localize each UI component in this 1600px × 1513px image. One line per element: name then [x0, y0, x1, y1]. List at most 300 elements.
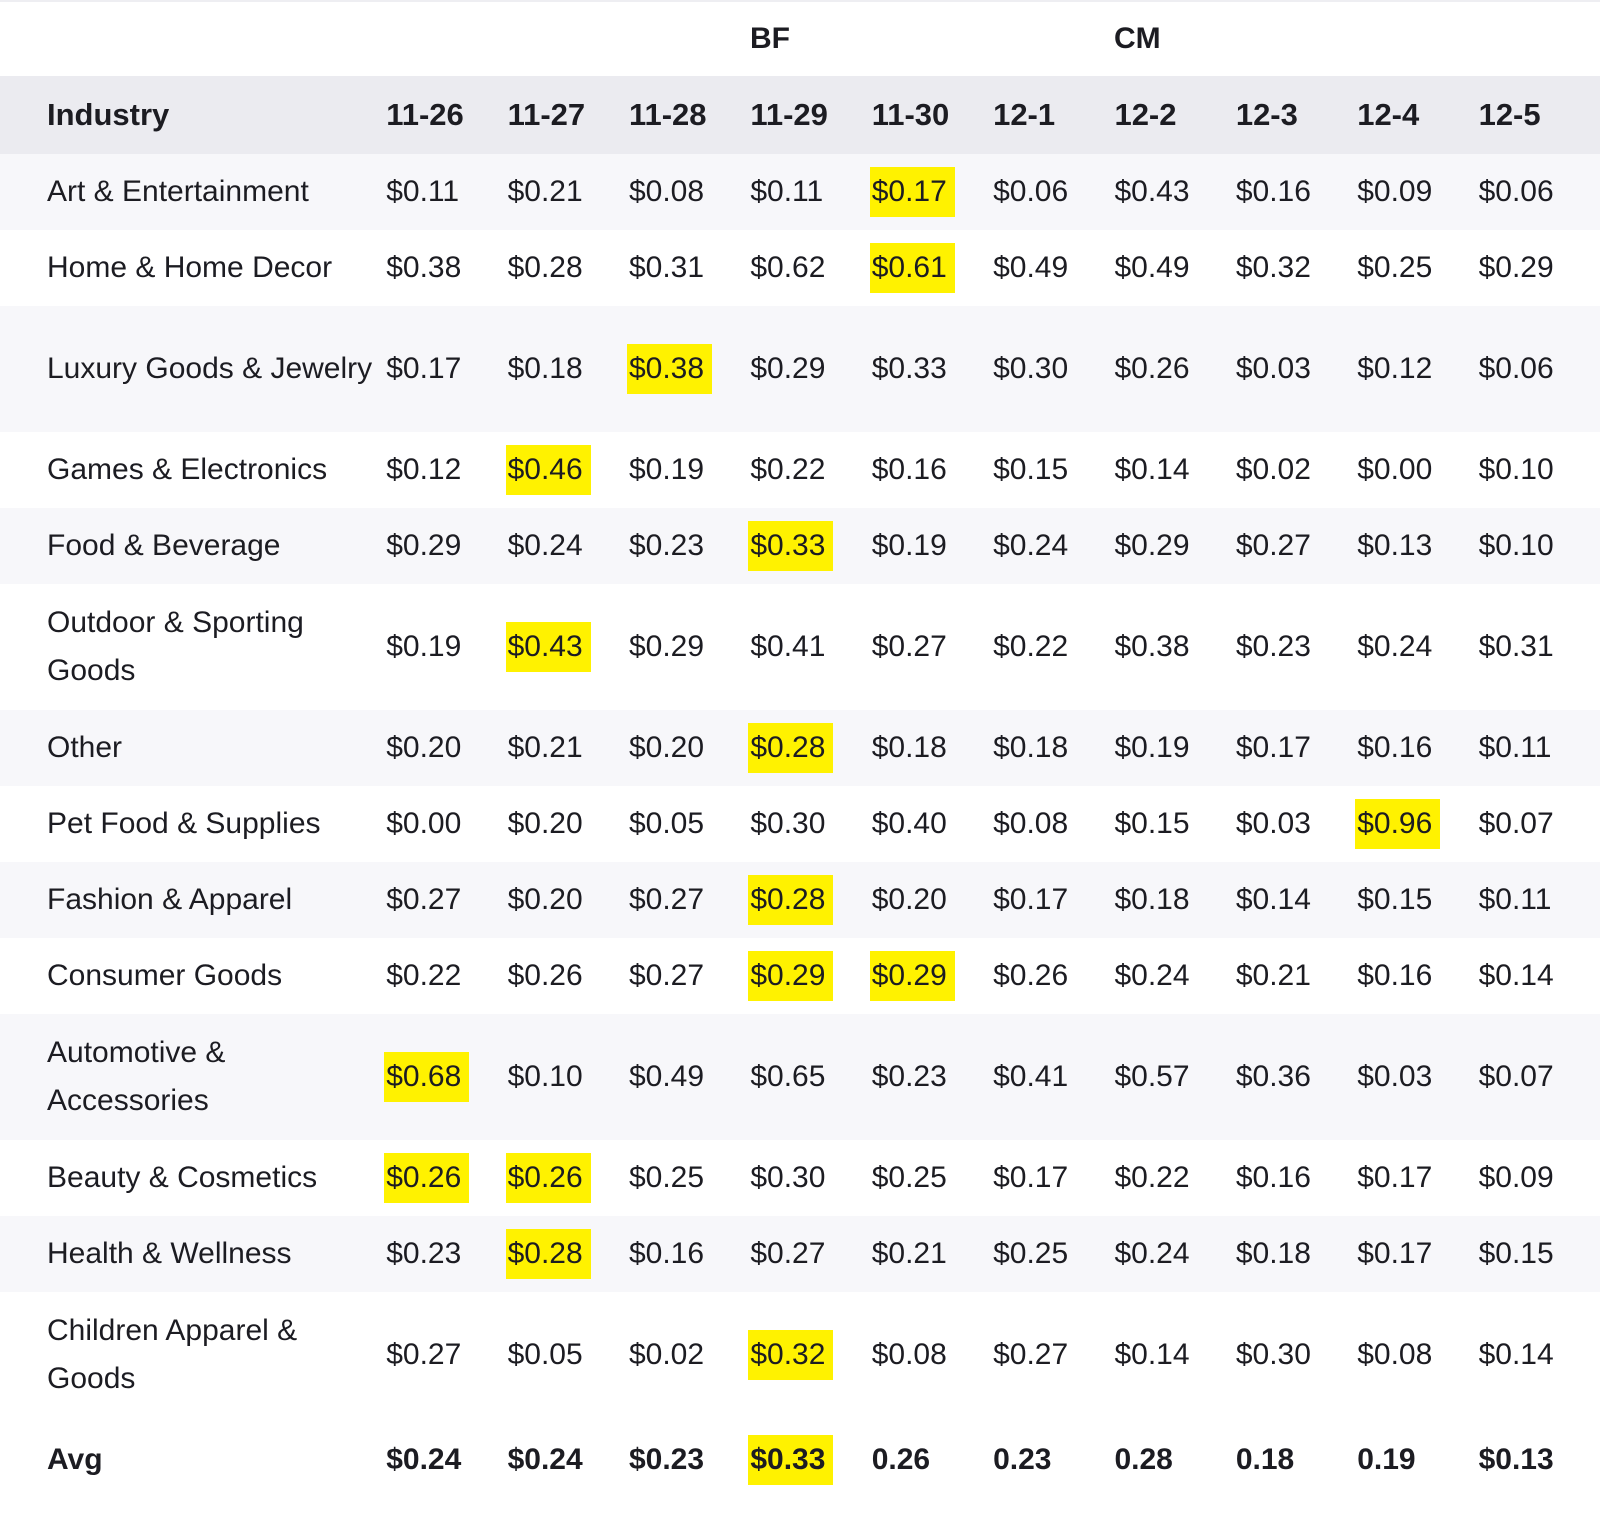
industry-cell [0, 230, 386, 306]
value: $0.12 [386, 453, 462, 486]
value: $0.17 [1357, 1161, 1433, 1194]
value-cell-11-27 [508, 786, 629, 862]
table-row-luxury-goods-jewelry [0, 306, 1600, 432]
value: $0.49 [1114, 251, 1190, 284]
value: $0.19 [1114, 731, 1190, 764]
value: $0.14 [1478, 959, 1554, 992]
table-row-pet-food-supplies [0, 786, 1600, 862]
value-cell-11-30 [872, 1140, 993, 1216]
value: $0.27 [386, 883, 462, 916]
highlighted-value: $0.68 [384, 1052, 469, 1102]
group-label-cm: CM [1114, 22, 1161, 55]
value: $0.27 [628, 883, 705, 916]
value: $0.31 [628, 251, 705, 284]
value-cell-12-5 [1479, 432, 1600, 508]
value: $0.15 [1114, 807, 1190, 840]
industry-label: Fashion & Apparel [47, 883, 293, 916]
value: $0.36 [1235, 1060, 1311, 1093]
value-cell-12-4 [1357, 432, 1478, 508]
value-cell-12-2 [1114, 154, 1235, 230]
value-cell-12-4 [1357, 1292, 1478, 1418]
value: $0.24 [507, 529, 583, 562]
table-header-row [0, 76, 1600, 154]
industry-cell [0, 1292, 386, 1418]
highlighted-value: $0.61 [870, 243, 955, 293]
value-cell-11-27 [508, 1216, 629, 1292]
value-cell-11-29 [750, 230, 871, 306]
value-cell-11-30 [872, 508, 993, 584]
value: $0.43 [1114, 175, 1190, 208]
industry-label: Art & Entertainment [47, 175, 309, 208]
value: $0.31 [1478, 630, 1554, 663]
value: $0.18 [507, 352, 583, 385]
value: $0.21 [507, 731, 583, 764]
value-cell-11-30 [872, 1014, 993, 1140]
value: 0.18 [1235, 1443, 1295, 1476]
value: $0.08 [628, 175, 705, 208]
value-cell-12-3 [1236, 1418, 1357, 1502]
value-cell-12-4 [1357, 710, 1478, 786]
value: $0.12 [1357, 352, 1433, 385]
value: $0.24 [1357, 630, 1433, 663]
value: 0.19 [1357, 1443, 1416, 1476]
value-cell-12-4 [1357, 786, 1478, 862]
value-cell-11-28 [629, 786, 750, 862]
value: $0.03 [1235, 352, 1311, 385]
header-date-11-30: 11-30 [872, 76, 993, 154]
value-cell-11-28 [629, 1292, 750, 1418]
value-cell-11-30 [872, 1418, 993, 1502]
value: $0.26 [507, 959, 583, 992]
value: $0.15 [1478, 1237, 1554, 1270]
value-cell-11-27 [508, 432, 629, 508]
value: $0.07 [1478, 807, 1554, 840]
value: $0.09 [1478, 1161, 1554, 1194]
value: $0.25 [871, 1161, 947, 1194]
value: $0.18 [993, 731, 1069, 764]
value: $0.20 [628, 731, 705, 764]
value-cell-12-4 [1357, 508, 1478, 584]
value: $0.16 [1235, 175, 1311, 208]
value-cell-11-30 [872, 230, 993, 306]
highlighted-value: $0.43 [506, 622, 591, 672]
industry-cell [0, 1014, 386, 1140]
value: $0.10 [507, 1060, 583, 1093]
value-cell-11-27 [508, 508, 629, 584]
value-cell-12-4 [1357, 1216, 1478, 1292]
value: $0.10 [1478, 529, 1554, 562]
value: $0.22 [386, 959, 462, 992]
header-date-12-3: 12-3 [1236, 76, 1357, 154]
value-cell-12-1 [993, 786, 1114, 862]
value-cell-12-1 [993, 584, 1114, 710]
value-cell-11-28 [629, 938, 750, 1014]
value: $0.13 [1357, 529, 1433, 562]
value-cell-11-29 [750, 1292, 871, 1418]
value-cell-11-26 [386, 786, 507, 862]
value-cell-12-2 [1114, 306, 1235, 432]
industry-label: Luxury Goods & Jewelry [47, 352, 373, 385]
value-cell-12-3 [1236, 230, 1357, 306]
value: $0.03 [1357, 1060, 1433, 1093]
value-cell-11-26 [386, 306, 507, 432]
value: $0.29 [1114, 529, 1190, 562]
highlighted-value: $0.28 [748, 875, 833, 925]
value: $0.11 [1478, 731, 1552, 764]
value-cell-12-2 [1114, 1418, 1235, 1502]
value-cell-11-26 [386, 710, 507, 786]
value-cell-12-1 [993, 1216, 1114, 1292]
value-cell-12-3 [1236, 938, 1357, 1014]
value: $0.21 [507, 175, 583, 208]
value: $0.32 [1235, 251, 1311, 284]
value-cell-11-30 [872, 938, 993, 1014]
value: $0.38 [1114, 630, 1190, 663]
value: $0.19 [628, 453, 705, 486]
value: $0.28 [507, 251, 583, 284]
value-cell-11-30 [872, 710, 993, 786]
header-date-11-27: 11-27 [508, 76, 629, 154]
industry-label: Pet Food & Supplies [47, 807, 321, 840]
value-cell-11-29 [750, 154, 871, 230]
value-cell-12-2 [1114, 710, 1235, 786]
value-cell-12-1 [993, 1292, 1114, 1418]
header-date-11-29: 11-29 [750, 76, 871, 154]
value-cell-12-3 [1236, 432, 1357, 508]
value-cell-12-2 [1114, 230, 1235, 306]
industry-label: Outdoor & Sporting Goods [47, 606, 304, 687]
value-cell-11-26 [386, 938, 507, 1014]
value-cell-12-3 [1236, 1140, 1357, 1216]
value-cell-11-26 [386, 508, 507, 584]
value: $0.15 [1357, 883, 1433, 916]
value-cell-12-3 [1236, 1216, 1357, 1292]
value-cell-11-29 [750, 432, 871, 508]
value: $0.41 [993, 1060, 1069, 1093]
header-date-12-4: 12-4 [1357, 76, 1478, 154]
value: $0.09 [1357, 175, 1433, 208]
value-cell-11-29 [750, 938, 871, 1014]
value-cell-11-30 [872, 786, 993, 862]
value: $0.21 [871, 1237, 947, 1270]
value: $0.06 [1478, 175, 1554, 208]
highlighted-value: $0.26 [506, 1153, 591, 1203]
value-cell-12-5 [1479, 1140, 1600, 1216]
value: $0.19 [386, 630, 462, 663]
table-row-health-wellness [0, 1216, 1600, 1292]
value: $0.16 [871, 453, 947, 486]
value: $0.30 [750, 1161, 826, 1194]
group-label-bf: BF [750, 22, 790, 55]
value-cell-12-4 [1357, 154, 1478, 230]
value-cell-12-3 [1236, 508, 1357, 584]
table-row-food-beverage [0, 508, 1600, 584]
value-cell-12-2 [1114, 786, 1235, 862]
highlighted-value: $0.17 [870, 167, 955, 217]
highlighted-value: $0.33 [748, 521, 833, 571]
value: $0.02 [1235, 453, 1311, 486]
highlighted-value: $0.32 [748, 1330, 833, 1380]
value-cell-11-27 [508, 1140, 629, 1216]
value-cell-11-26 [386, 1014, 507, 1140]
value: $0.22 [1114, 1161, 1190, 1194]
industry-cell [0, 710, 386, 786]
value-cell-11-28 [629, 508, 750, 584]
value: $0.05 [628, 807, 705, 840]
value-cell-11-29 [750, 1418, 871, 1502]
header-date-11-28: 11-28 [629, 76, 750, 154]
value: $0.62 [750, 251, 826, 284]
value: $0.24 [1114, 1237, 1190, 1270]
value-cell-11-27 [508, 1292, 629, 1418]
table-row-beauty-cosmetics [0, 1140, 1600, 1216]
value: $0.25 [1357, 251, 1433, 284]
value-cell-11-30 [872, 154, 993, 230]
value-cell-11-28 [629, 584, 750, 710]
value-cell-12-4 [1357, 230, 1478, 306]
value-cell-12-2 [1114, 938, 1235, 1014]
value-cell-12-1 [993, 306, 1114, 432]
value: $0.20 [507, 807, 583, 840]
value-cell-11-27 [508, 306, 629, 432]
header-date-12-1: 12-1 [993, 76, 1114, 154]
avg-row [0, 1418, 1600, 1502]
value-cell-12-4 [1357, 584, 1478, 710]
value: $0.20 [386, 731, 462, 764]
value: $0.17 [1235, 731, 1311, 764]
value-cell-11-26 [386, 584, 507, 710]
industry-cell [0, 508, 386, 584]
value: $0.33 [871, 352, 947, 385]
value-cell-12-5 [1479, 154, 1600, 230]
value: $0.29 [750, 352, 826, 385]
avg-label: Avg [47, 1443, 103, 1476]
value: $0.06 [1478, 352, 1554, 385]
value-cell-12-1 [993, 432, 1114, 508]
value-cell-11-29 [750, 862, 871, 938]
table-row-home-home-decor [0, 230, 1600, 306]
value: $0.30 [1235, 1338, 1311, 1371]
value: $0.27 [1235, 529, 1311, 562]
value: $0.49 [628, 1060, 705, 1093]
table-row-automotive-accessories [0, 1014, 1600, 1140]
industry-label: Other [47, 731, 123, 764]
header-date-12-2: 12-2 [1114, 76, 1235, 154]
value-cell-12-4 [1357, 862, 1478, 938]
value-cell-12-5 [1479, 1216, 1600, 1292]
value-cell-11-29 [750, 584, 871, 710]
industry-cell [0, 862, 386, 938]
value-cell-12-5 [1479, 584, 1600, 710]
value-cell-11-28 [629, 1418, 750, 1502]
value: $0.17 [386, 352, 462, 385]
value-cell-11-28 [629, 230, 750, 306]
industry-cell [0, 154, 386, 230]
industry-label: Health & Wellness [47, 1237, 292, 1270]
highlighted-value: $0.28 [748, 723, 833, 773]
value-cell-11-28 [629, 862, 750, 938]
value-cell-12-2 [1114, 432, 1235, 508]
industry-cpc-table [0, 76, 1600, 1502]
value-cell-12-2 [1114, 1292, 1235, 1418]
table-row-outdoor-sporting-goods [0, 584, 1600, 710]
value: $0.38 [386, 251, 462, 284]
value-cell-12-5 [1479, 938, 1600, 1014]
value-cell-11-26 [386, 432, 507, 508]
value-cell-11-30 [872, 432, 993, 508]
value-cell-12-2 [1114, 862, 1235, 938]
value-cell-11-30 [872, 584, 993, 710]
value-cell-11-27 [508, 862, 629, 938]
value: $0.03 [1235, 807, 1311, 840]
value: $0.41 [750, 630, 826, 663]
value-cell-11-26 [386, 1216, 507, 1292]
value-cell-11-26 [386, 230, 507, 306]
value: $0.14 [1114, 1338, 1190, 1371]
value-cell-11-27 [508, 1418, 629, 1502]
value-cell-11-26 [386, 1140, 507, 1216]
value: $0.17 [993, 1161, 1069, 1194]
value-cell-12-5 [1479, 1014, 1600, 1140]
industry-label: Games & Electronics [47, 453, 328, 486]
industry-cell [0, 786, 386, 862]
value: $0.11 [750, 175, 824, 208]
value-cell-11-28 [629, 710, 750, 786]
value: $0.14 [1478, 1338, 1554, 1371]
value-cell-11-30 [872, 1292, 993, 1418]
value-cell-12-5 [1479, 306, 1600, 432]
value-cell-12-4 [1357, 938, 1478, 1014]
value-cell-12-4 [1357, 1014, 1478, 1140]
value-cell-11-29 [750, 710, 871, 786]
industry-label: Home & Home Decor [47, 251, 333, 284]
value: 0.26 [871, 1443, 931, 1476]
value: $0.27 [750, 1237, 826, 1270]
value: 0.23 [993, 1443, 1052, 1476]
value: $0.00 [1357, 453, 1433, 486]
industry-label: Children Apparel & Goods [47, 1314, 298, 1395]
value: $0.24 [993, 529, 1069, 562]
highlighted-value: $0.46 [506, 445, 591, 495]
value-cell-11-28 [629, 154, 750, 230]
value: $0.26 [993, 959, 1069, 992]
industry-label: Food & Beverage [47, 529, 281, 562]
value: $0.57 [1114, 1060, 1190, 1093]
value-cell-11-28 [629, 306, 750, 432]
value: $0.24 [507, 1443, 583, 1476]
value: $0.23 [628, 529, 705, 562]
value: 0.28 [1114, 1443, 1173, 1476]
table-row-other [0, 710, 1600, 786]
value-cell-12-4 [1357, 1418, 1478, 1502]
value: $0.24 [386, 1443, 462, 1476]
value-cell-12-1 [993, 230, 1114, 306]
value: $0.29 [386, 529, 462, 562]
value-cell-12-1 [993, 1418, 1114, 1502]
value: $0.22 [993, 630, 1069, 663]
value-cell-11-27 [508, 584, 629, 710]
value-cell-12-1 [993, 862, 1114, 938]
industry-cell [0, 938, 386, 1014]
industry-cell [0, 1216, 386, 1292]
value-cell-11-27 [508, 938, 629, 1014]
value: $0.20 [507, 883, 583, 916]
value-cell-12-3 [1236, 306, 1357, 432]
highlighted-value: $0.29 [870, 951, 955, 1001]
table-row-art-entertainment [0, 154, 1600, 230]
value: $0.07 [1478, 1060, 1554, 1093]
value-cell-12-5 [1479, 508, 1600, 584]
value-cell-11-29 [750, 1014, 871, 1140]
value: $0.22 [750, 453, 826, 486]
value: $0.14 [1114, 453, 1190, 486]
table-row-games-electronics [0, 432, 1600, 508]
value-cell-12-2 [1114, 1140, 1235, 1216]
value: $0.08 [993, 807, 1069, 840]
industry-cell [0, 1140, 386, 1216]
value-cell-11-26 [386, 862, 507, 938]
value-cell-12-3 [1236, 862, 1357, 938]
value: $0.14 [1235, 883, 1311, 916]
industry-cell [0, 432, 386, 508]
value: $0.17 [993, 883, 1069, 916]
table-row-children-apparel-goods [0, 1292, 1600, 1418]
value-cell-12-5 [1479, 1418, 1600, 1502]
industry-cell [0, 1418, 386, 1502]
column-group-row [0, 2, 1600, 76]
value: $0.17 [1357, 1237, 1433, 1270]
value: $0.16 [628, 1237, 705, 1270]
value: $0.18 [1235, 1237, 1311, 1270]
value: $0.40 [871, 807, 947, 840]
value-cell-12-1 [993, 1140, 1114, 1216]
value: $0.18 [1114, 883, 1190, 916]
industry-label: Beauty & Cosmetics [47, 1161, 318, 1194]
industry-label: Consumer Goods [47, 959, 283, 992]
value: $0.26 [1114, 352, 1190, 385]
value: $0.29 [628, 630, 705, 663]
value-cell-11-30 [872, 1216, 993, 1292]
value: $0.11 [1478, 883, 1552, 916]
industry-label: Automotive & Accessories [47, 1036, 226, 1117]
value: $0.23 [628, 1443, 705, 1476]
value-cell-11-30 [872, 306, 993, 432]
value-cell-11-26 [386, 154, 507, 230]
value: $0.15 [993, 453, 1069, 486]
highlighted-value: $0.29 [748, 951, 833, 1001]
highlighted-value: $0.26 [384, 1153, 469, 1203]
table-row-fashion-apparel [0, 862, 1600, 938]
table-row-consumer-goods [0, 938, 1600, 1014]
value-cell-12-5 [1479, 862, 1600, 938]
value-cell-11-28 [629, 1140, 750, 1216]
value: $0.05 [507, 1338, 583, 1371]
value-cell-12-4 [1357, 1140, 1478, 1216]
value-cell-11-30 [872, 862, 993, 938]
value: $0.27 [871, 630, 947, 663]
value-cell-12-3 [1236, 1014, 1357, 1140]
value-cell-12-1 [993, 938, 1114, 1014]
value-cell-12-1 [993, 154, 1114, 230]
value: $0.16 [1235, 1161, 1311, 1194]
value-cell-11-29 [750, 1216, 871, 1292]
value-cell-11-27 [508, 154, 629, 230]
value: $0.16 [1357, 731, 1433, 764]
value: $0.23 [1235, 630, 1311, 663]
highlighted-value: $0.28 [506, 1229, 591, 1279]
value-cell-12-2 [1114, 1014, 1235, 1140]
header-date-11-26: 11-26 [386, 76, 507, 154]
